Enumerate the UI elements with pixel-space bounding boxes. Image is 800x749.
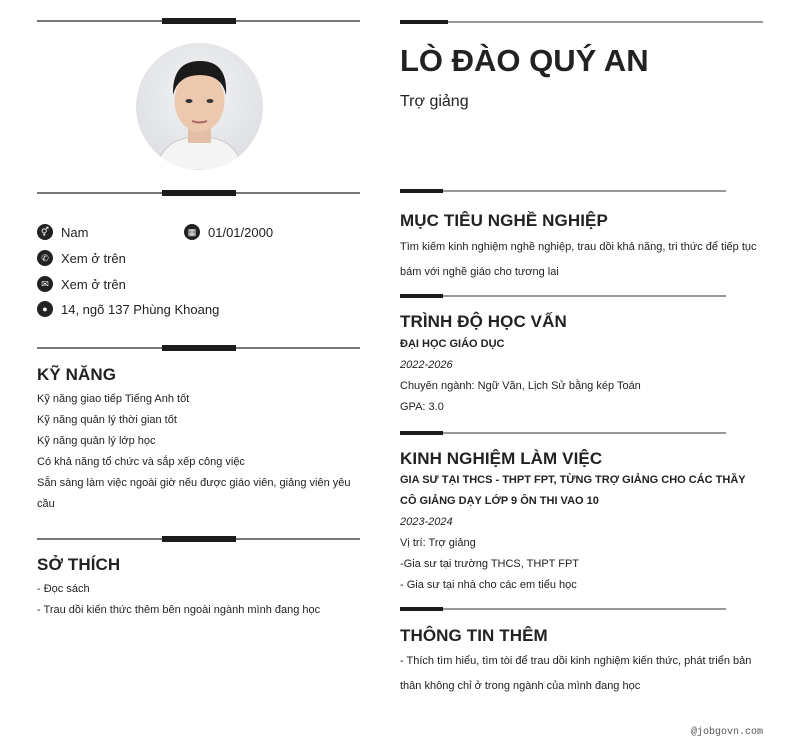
school: ĐẠI HỌC GIÁO DỤC [400, 338, 505, 350]
avatar [136, 43, 263, 170]
major: Chuyên ngành: Ngữ Văn, Lịch Sử bằng kép Toán [400, 380, 641, 392]
education-block [400, 334, 768, 418]
hobby-item: - Trau dồi kiến thức thêm bên ngoài ngành mình đang học [37, 604, 321, 616]
address-row [37, 301, 219, 317]
skill-item: Kỹ năng quản lý lớp học [37, 435, 156, 447]
objective-text: Tìm kiếm kinh nghiệm nghề nghiệp, trau dồi khả năng, tri thức để tiếp tục bám với nghề giáo cho tương lai [400, 241, 757, 278]
experience-title: KINH NGHIỆM LÀM VIỆC [400, 449, 603, 468]
gender-icon: ⚥ [37, 224, 53, 240]
divider [400, 21, 763, 23]
divider [37, 192, 360, 194]
hobbies-title: SỞ THÍCH [37, 555, 121, 574]
skill-item: Có khả năng tổ chức và sắp xếp công việc [37, 456, 245, 468]
address: 14, ngõ 137 Phùng Khoang [61, 301, 220, 317]
dob-row [184, 224, 273, 240]
objective-title: MỤC TIÊU NGHỀ NGHIỆP [400, 211, 608, 230]
phone-icon: ✆ [37, 250, 53, 266]
experience-block [400, 470, 760, 596]
hobbies-list [37, 579, 357, 621]
phone-row [37, 250, 126, 266]
dob: 01/01/2000 [208, 224, 274, 240]
gender: Nam [61, 224, 89, 240]
skills-list [37, 389, 357, 515]
skill-item: Kỹ năng giao tiếp Tiếng Anh tốt [37, 393, 190, 405]
location-pin-icon: ● [37, 301, 53, 317]
exp-item: -Gia sư tại trường THCS, THPT FPT [400, 558, 580, 570]
divider [37, 347, 360, 349]
company: GIA SƯ TẠI THCS - THPT FPT, TỪNG TRỢ GIẢNG CHO CÁC THẦY CÔ GIẢNG DẠY LỚP 9 ÔN THI VAO 10 [400, 474, 746, 507]
gpa: GPA: 3.0 [400, 401, 444, 413]
gender-row [37, 224, 88, 240]
divider [37, 20, 360, 22]
edu-period: 2022-2026 [400, 359, 453, 371]
candidate-name: LÒ ĐÀO QUÝ AN [400, 43, 649, 78]
job-position: Trợ giảng [400, 93, 469, 110]
exp-item: Vị trí: Trợ giảng [400, 537, 476, 549]
calendar-icon: ▦ [184, 224, 200, 240]
additional-title: THÔNG TIN THÊM [400, 626, 548, 645]
exp-period: 2023-2024 [400, 516, 453, 528]
divider [400, 608, 726, 610]
hobby-item: - Đọc sách [37, 583, 90, 595]
email-icon: ✉ [37, 276, 53, 292]
divider [37, 538, 360, 540]
phone: Xem ở trên [61, 250, 126, 266]
skill-item: Sẵn sàng làm việc ngoài giờ nếu được giáo viên, giảng viên yêu cầu [37, 477, 351, 510]
email-row [37, 276, 126, 292]
skills-title: KỸ NĂNG [37, 365, 117, 384]
exp-item: - Gia sư tại nhà cho các em tiểu học [400, 579, 577, 591]
divider [400, 190, 726, 192]
divider [400, 432, 726, 434]
additional-text: - Thích tìm hiểu, tìm tòi để trau dồi kinh nghiệm kiến thức, phát triển bản thân không chỉ ở trong ngành của mình đang học [400, 655, 752, 692]
watermark: @jobgovn.com [690, 727, 763, 738]
divider [400, 295, 726, 297]
email: Xem ở trên [61, 276, 126, 292]
skill-item: Kỹ năng quản lý thời gian tốt [37, 414, 177, 426]
education-title: TRÌNH ĐỘ HỌC VẤN [400, 312, 567, 331]
